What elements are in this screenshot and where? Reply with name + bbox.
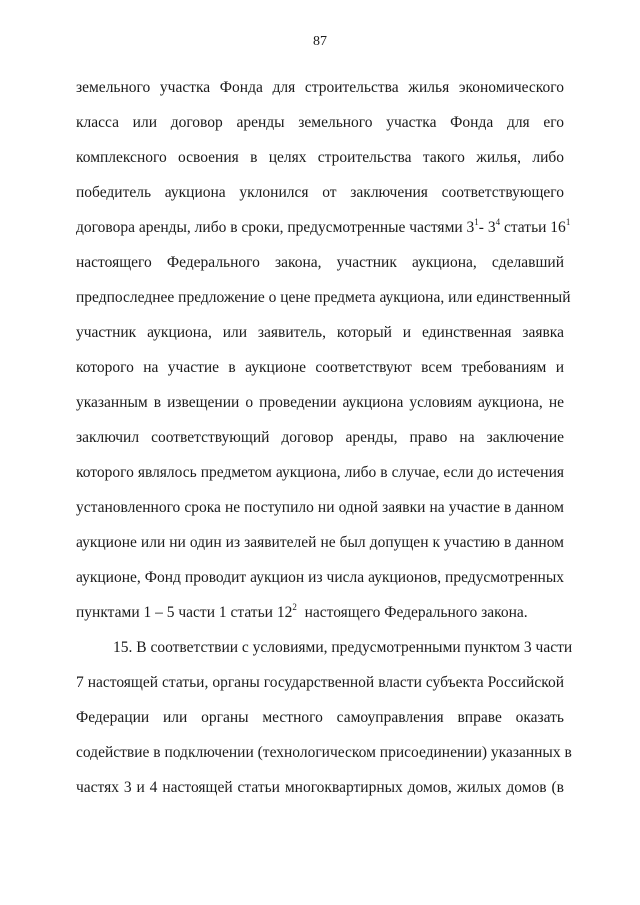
superscript: 4 (495, 217, 501, 227)
text-line: которого на участие в аукционе соответствуют всем требованиям и (76, 359, 564, 376)
text-line: Федерации или органы местного самоуправления вправе оказать (76, 709, 564, 726)
text-line: победитель аукциона уклонился от заключения соответствующего (76, 184, 564, 201)
text-run: статьи 16 (500, 219, 566, 236)
page-number: 87 (313, 34, 327, 49)
superscript: 1 (474, 217, 479, 227)
text-line: комплексного освоения в целях строительства такого жилья, либо (76, 149, 564, 166)
text-line: аукционе или ни один из заявителей не был допущен к участию в данном (76, 534, 564, 551)
text-line: участник аукциона, или заявитель, который и единственная заявка (76, 324, 564, 341)
text-line: указанным в извещении о проведении аукциона условиям аукциона, не (76, 394, 564, 411)
text-line: содействие в подключении (технологическом присоединении) указанных в (76, 744, 572, 761)
text-line (76, 217, 571, 238)
text-run: настоящего Федерального закона. (296, 604, 528, 621)
text-run: - 3 (478, 219, 496, 236)
text-line: установленного срока не поступило ни одной заявки на участие в данном (76, 499, 564, 516)
paragraph-first-line: 15. В соответствии с условиями, предусмотренными пунктом 3 части (113, 639, 573, 656)
text-line: предпоследнее предложение о цене предмета аукциона, или единственный (76, 289, 571, 306)
text-line: класса или договор аренды земельного участка Фонда для его (76, 114, 564, 131)
text-line (76, 603, 564, 623)
text-line: заключил соответствующий договор аренды, право на заключение (76, 429, 564, 446)
text-line: которого являлось предметом аукциона, либо в случае, если до истечения (76, 464, 564, 481)
text-run: пунктами 1 – 5 части 1 статьи 12 (76, 604, 293, 621)
text-line: частях 3 и 4 настоящей статьи многоквартирных домов, жилых домов (в (76, 779, 564, 796)
text-line: настоящего Федерального закона, участник аукциона, сделавший (76, 254, 564, 271)
superscript: 1 (565, 217, 571, 227)
text-run: договора аренды, либо в сроки, предусмотренные частями 3 (76, 219, 475, 236)
text-line: аукционе, Фонд проводит аукцион из числа аукционов, предусмотренных (76, 569, 564, 586)
superscript: 2 (292, 602, 297, 612)
text-line: земельного участка Фонда для строительства жилья экономического (76, 79, 564, 96)
text-line: 7 настоящей статьи, органы государственной власти субъекта Российской (76, 674, 564, 691)
